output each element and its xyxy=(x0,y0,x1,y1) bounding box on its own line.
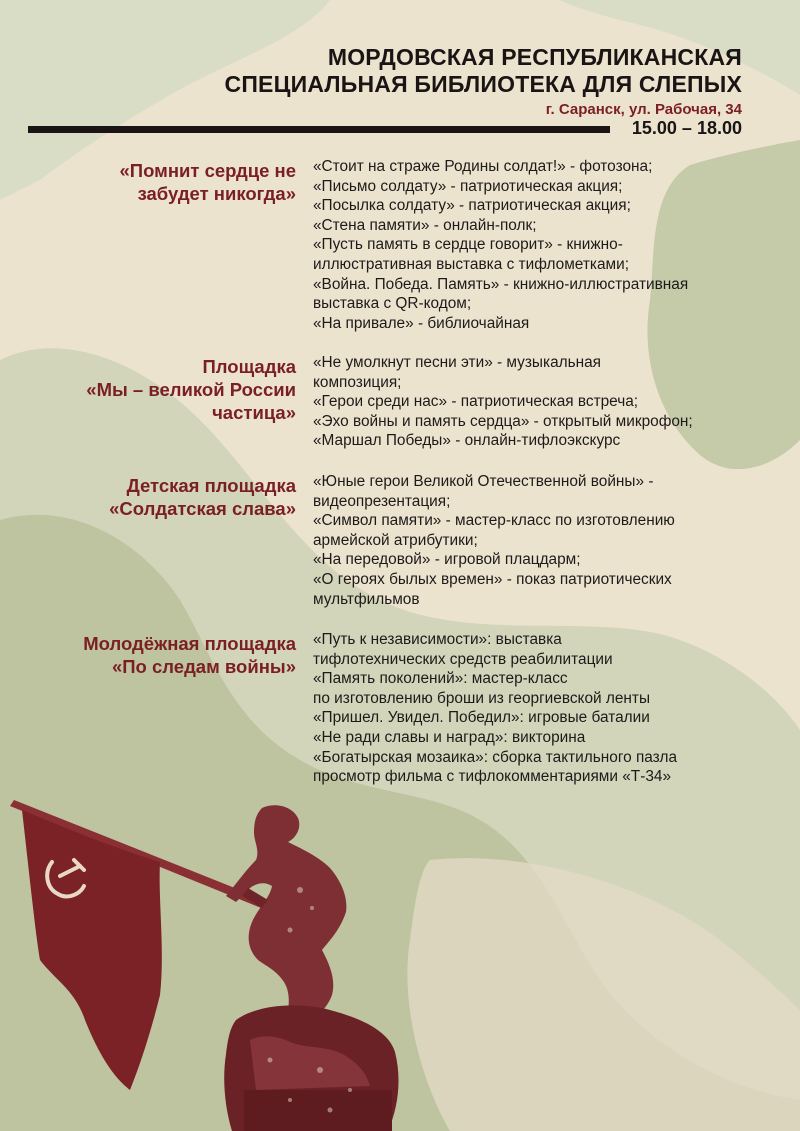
list-item: «Стена памяти» - онлайн-полк; xyxy=(313,216,537,234)
event-time: 15.00 – 18.00 xyxy=(631,118,742,138)
address: г. Саранск, ул. Рабочая, 34 xyxy=(545,101,742,118)
list-item: «О героях былых времен» - показ патриотических xyxy=(313,570,672,588)
list-item: «Не умолкнут песни эти» - музыкальная xyxy=(313,354,602,371)
section-title-line: Молодёжная площадка xyxy=(83,633,296,654)
section-title-line: Площадка xyxy=(202,356,296,377)
section-items xyxy=(313,472,783,609)
list-item: «Война. Победа. Память» - книжно-иллюстративная xyxy=(313,275,689,293)
org-name-line-1: МОРДОВСКАЯ РЕСПУБЛИКАНСКАЯ xyxy=(327,44,742,70)
section-title-line: «Помнит сердце не xyxy=(119,160,296,181)
list-item: «Юные герои Великой Отечественной войны» - xyxy=(313,473,654,490)
list-item: «Маршал Победы» - онлайн-тифлоэкскурс xyxy=(313,432,621,450)
section-title xyxy=(16,355,296,424)
list-item: «На привале» - библиочайная xyxy=(313,314,530,332)
list-item: иллюстративная выставка с тифлометками; xyxy=(313,255,629,273)
soldier-raising-flag-illustration xyxy=(0,790,420,1131)
list-item: «Путь к независимости»: выставка xyxy=(313,631,562,648)
header xyxy=(225,44,742,119)
list-item: «Пришел. Увидел. Победил»: игровые баталии xyxy=(313,709,650,727)
section-items xyxy=(313,630,783,787)
list-item: «Эхо войны и память сердца» - открытый микрофон; xyxy=(313,412,693,430)
section-title-line: Детская площадка xyxy=(126,475,296,496)
section-title-line: забудет никогда» xyxy=(137,183,296,204)
section-title xyxy=(16,159,296,205)
list-item: «Письмо солдату» - патриотическая акция; xyxy=(313,177,623,195)
list-item: армейской атрибутики; xyxy=(313,531,478,549)
section-items xyxy=(313,353,783,451)
section-title-line: частица» xyxy=(212,402,296,423)
list-item: выставка с QR-кодом; xyxy=(313,295,472,313)
header-rule xyxy=(28,126,610,133)
list-item: просмотр фильма с тифлокомментариями «Т-34» xyxy=(313,768,671,786)
section-items xyxy=(313,157,783,333)
list-item: «Богатырская мозаика»: сборка тактильного пазла xyxy=(313,748,678,766)
org-name-line-2: СПЕЦИАЛЬНАЯ БИБЛИОТЕКА ДЛЯ СЛЕПЫХ xyxy=(224,71,742,97)
list-item: композиция; xyxy=(313,373,402,391)
list-item: «Пусть память в сердце говорит» - книжно- xyxy=(313,236,623,254)
list-item: «Герои среди нас» - патриотическая встреча; xyxy=(313,393,639,411)
list-item: тифлотехнических средств реабилитации xyxy=(313,650,613,668)
list-item: «Память поколений»: мастер-класс xyxy=(313,670,568,688)
list-item: «Стоит на страже Родины солдат!» - фотозона; xyxy=(313,158,653,175)
list-item: «Не ради славы и наград»: викторина xyxy=(313,728,586,746)
list-item: по изготовлению броши из георгиевской ленты xyxy=(313,689,651,707)
list-item: «Посылка солдату» - патриотическая акция; xyxy=(313,197,631,215)
section-title-line: «Мы – великой России xyxy=(86,379,296,400)
list-item: «Символ памяти» - мастер-класс по изготовлению xyxy=(313,512,675,530)
section-title-line: «Солдатская слава» xyxy=(109,498,296,519)
list-item: мультфильмов xyxy=(313,590,420,608)
section-title xyxy=(16,474,296,520)
list-item: видеопрезентация; xyxy=(313,492,451,510)
list-item: «На передовой» - игровой плацдарм; xyxy=(313,551,581,569)
section-title xyxy=(16,632,296,678)
section-title-line: «По следам войны» xyxy=(111,656,296,677)
